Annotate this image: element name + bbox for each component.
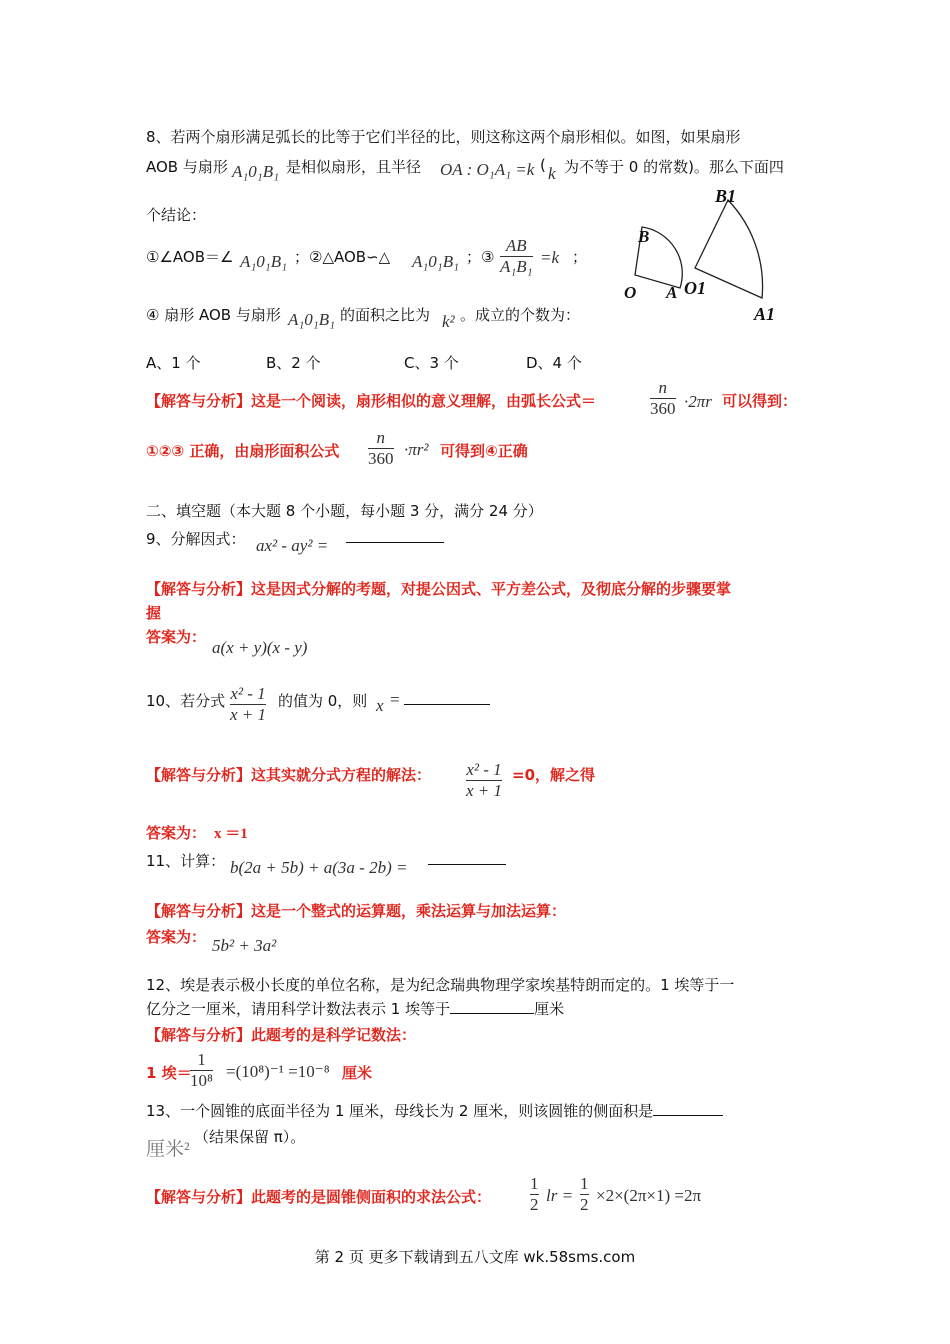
q10-key-label: 答案为： xyxy=(146,824,207,842)
q12-line2 xyxy=(146,998,564,1019)
q8-conclusion-4: ④ 扇形 AOB 与扇形 xyxy=(146,306,281,324)
q9-key-label: 答案为： xyxy=(146,628,207,646)
q8-sector-name: A₁0₁B₁ xyxy=(232,162,279,181)
label-o: O xyxy=(624,283,637,302)
q8-c4-sector: A₁0₁B₁ xyxy=(288,310,335,329)
q8-c2-sector: A₁0₁B₁ xyxy=(412,252,459,271)
q11-question: 11、计算： xyxy=(146,852,226,870)
q12-den: 10⁸ xyxy=(190,1071,213,1090)
q12-blank xyxy=(450,999,534,1014)
q13-f1-num: 1 xyxy=(530,1174,539,1193)
q13-fraction-2 xyxy=(580,1174,589,1215)
q10-key-expr: x ＝1 xyxy=(214,826,248,842)
section-2-heading: 二、填空题（本大题 8 个小题，每小题 3 分，满分 24 分） xyxy=(146,502,543,520)
q11-blank xyxy=(428,850,506,869)
q11-key-label: 答案为： xyxy=(146,928,207,946)
q10-answer-b: =0，解之得 xyxy=(512,766,596,784)
q13-line1 xyxy=(146,1100,723,1121)
q13-f1-tail: lr = xyxy=(546,1186,574,1205)
q11-expr: b(2a + 5b) + a(3a - 2b) = xyxy=(230,858,408,877)
q12-line1: 12、埃是表示极小长度的单位名称，是为纪念瑞典物理学家埃基特朗而定的。1 埃等于一 xyxy=(146,976,735,994)
q8-ratio-expr: OA : O₁A₁ =k xyxy=(440,160,535,179)
q8-answer-2-end: 可得到④正确 xyxy=(440,442,528,460)
q8-c3-end: ； xyxy=(572,248,588,266)
q9-blank xyxy=(346,528,444,547)
q12-key-a: 1 埃＝ xyxy=(146,1064,192,1082)
q13-f1-den: 2 xyxy=(530,1195,539,1214)
q13-blank xyxy=(653,1101,723,1116)
q8-c4-c: 。成立的个数为： xyxy=(460,306,581,324)
label-a1: A1 xyxy=(754,304,776,324)
q11-key-expr: 5b² + 3a² xyxy=(212,936,277,955)
q10-den: x + 1 xyxy=(230,705,267,724)
q9-question: 9、分解因式： xyxy=(146,530,246,548)
page-footer: 第 2 页 更多下载请到五八文库 wk.58sms.com xyxy=(314,1248,636,1266)
q8-option-a: A、1 个 xyxy=(146,354,201,372)
q12-num: 1 xyxy=(190,1050,213,1071)
q8-c3-num: AB xyxy=(500,236,533,257)
q8-option-c: C、3 个 xyxy=(404,354,459,372)
q8-area-den: 360 xyxy=(368,449,394,468)
q10-ans-num: x² - 1 xyxy=(466,760,502,779)
q8-conclusion-1: ①∠AOB＝∠ xyxy=(146,248,234,266)
q8-area-fraction xyxy=(368,428,394,469)
q10-x: x xyxy=(376,696,384,715)
q8-line2-b: 是相似扇形，且半径 xyxy=(286,158,422,176)
q13-f2-tail: ×2×(2π×1) =2π xyxy=(596,1186,702,1205)
q12-answer: 【解答与分析】此题考的是科学记数法： xyxy=(146,1026,417,1044)
q10-blank xyxy=(404,690,490,709)
q8-arc-den: 360 xyxy=(650,399,676,418)
q8-line2-d: 为不等于 0 的常数)。那么下面四 xyxy=(564,158,784,176)
q8-answer-2: ①②③ 正确，由扇形面积公式 xyxy=(146,442,340,460)
q8-paren: ( xyxy=(540,156,546,174)
q11-answer: 【解答与分析】这是一个整式的运算题，乘法运算与加法运算： xyxy=(146,902,567,920)
q10-fraction xyxy=(230,684,266,725)
q8-c3-den: A₁B₁ xyxy=(500,257,533,276)
q10-answer: 【解答与分析】这其实就分式方程的解法： xyxy=(146,766,432,784)
q13-answer: 【解答与分析】此题考的是圆锥侧面积的求法公式： xyxy=(146,1188,492,1206)
q12-key-unit: 厘米 xyxy=(342,1064,373,1082)
q8-k: k xyxy=(548,164,556,183)
q13-unit: 厘米² xyxy=(146,1139,190,1160)
q8-c3-fraction xyxy=(500,236,533,277)
q10-num: x² - 1 xyxy=(230,684,266,703)
q8-arc-num: n xyxy=(650,378,676,399)
q8-c3-eq: =k xyxy=(540,248,560,267)
q12-fraction xyxy=(190,1050,213,1091)
q8-conclusion-3: ；③ xyxy=(466,248,495,266)
q13-f2-den: 2 xyxy=(580,1195,589,1214)
q8-c4-k: k² xyxy=(442,312,455,331)
q12-line2-a: 亿分之一厘米，请用科学计数法表示 1 埃等于 xyxy=(146,1000,451,1018)
q8-c4-b: 的面积之比为 xyxy=(340,306,431,324)
q9-expr: ax² - ay² = xyxy=(256,536,329,555)
q8-arc-tail: ·2πr xyxy=(684,392,712,411)
q8-arc-fraction xyxy=(650,378,676,419)
q13-line1-text: 13、一个圆锥的底面半径为 1 厘米，母线长为 2 厘米，则该圆锥的侧面积是 xyxy=(146,1102,654,1120)
q12-line2-b: 厘米 xyxy=(534,1000,565,1018)
q13-fraction-1 xyxy=(530,1174,539,1215)
label-b1: B1 xyxy=(715,186,737,206)
label-o1: O1 xyxy=(684,278,706,298)
q8-area-tail: ·πr² xyxy=(404,440,429,459)
q10-question: 10、若分式 xyxy=(146,692,226,710)
q9-answer-b: 握 xyxy=(146,604,162,622)
q8-line1: 8、若两个扇形满足弧长的比等于它们半径的比，则这称这两个扇形相似。如图，如果扇形 xyxy=(146,128,741,146)
q10-ans-fraction xyxy=(466,760,502,801)
q8-line2-a: AOB 与扇形 xyxy=(146,158,228,176)
q13-f2-num: 1 xyxy=(580,1174,589,1193)
sector-figure xyxy=(610,180,810,330)
q9-key-expr: a(x + y)(x - y) xyxy=(212,638,308,657)
q10-eq: = xyxy=(390,690,400,709)
q10-question-b: 的值为 0，则 xyxy=(278,692,368,710)
q8-option-b: B、2 个 xyxy=(266,354,321,372)
q8-option-d: D、4 个 xyxy=(526,354,582,372)
q8-line3: 个结论： xyxy=(146,206,207,224)
q12-key-expr: =(10⁸)⁻¹ =10⁻⁸ xyxy=(226,1062,330,1081)
q8-answer-1: 【解答与分析】这是一个阅读，扇形相似的意义理解，由弧长公式＝ xyxy=(146,392,597,410)
q8-area-num: n xyxy=(368,428,394,449)
q10-ans-den: x + 1 xyxy=(466,781,503,800)
label-b: B xyxy=(638,227,650,246)
q8-answer-1-end: 可以得到： xyxy=(722,392,798,410)
q8-c1-sector: A₁0₁B₁ xyxy=(240,252,287,271)
label-a: A xyxy=(666,283,678,302)
q9-answer-a: 【解答与分析】这是因式分解的考题，对提公因式、平方差公式，及彻底分解的步骤要掌 xyxy=(146,580,732,598)
q13-line2: （结果保留 π）。 xyxy=(194,1128,306,1146)
q8-conclusion-2: ；②△AOB∽△ xyxy=(294,248,391,266)
